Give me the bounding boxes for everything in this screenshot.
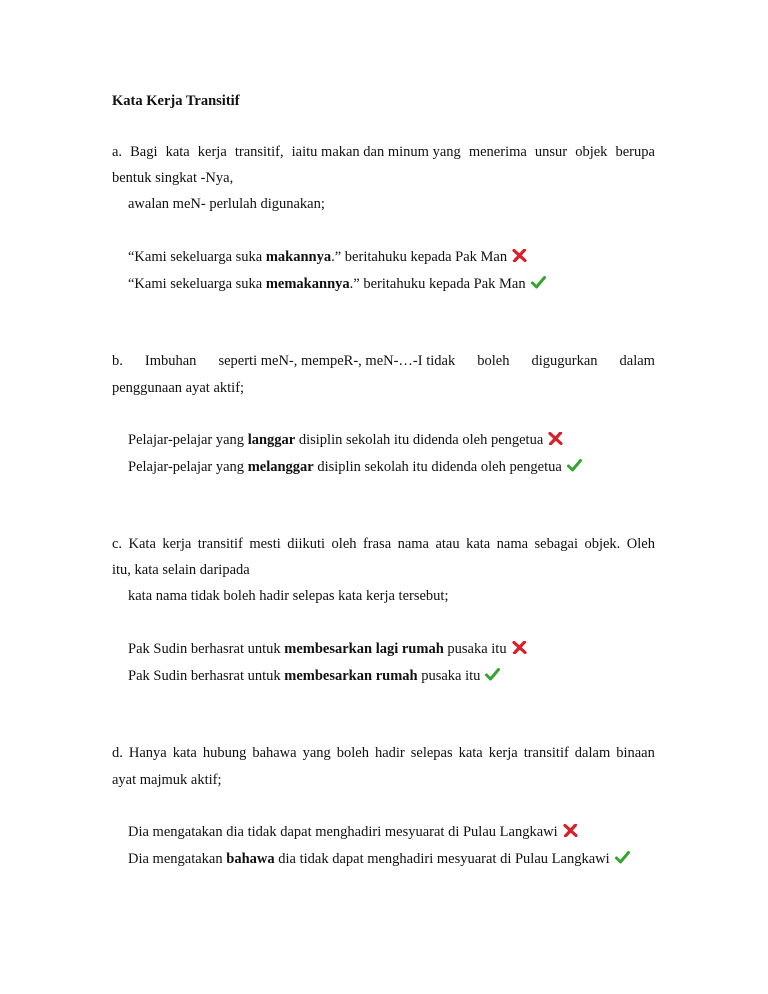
emphasized-word: membesarkan lagi rumah bbox=[284, 641, 444, 657]
check-icon bbox=[531, 276, 546, 289]
word: menerima bbox=[468, 144, 527, 160]
section-d-line-2: ayat majmuk aktif; bbox=[112, 772, 222, 788]
example-text: Pelajar-pelajar yang bbox=[128, 432, 248, 448]
word: sebagai bbox=[534, 536, 579, 552]
word: hadir bbox=[374, 745, 405, 761]
word: Hanya bbox=[128, 745, 167, 761]
check-icon bbox=[567, 459, 582, 472]
word: transitif bbox=[523, 745, 569, 761]
word: selepas bbox=[410, 745, 453, 761]
emphasized-word: langgar bbox=[247, 432, 296, 448]
section-c-line-1 bbox=[112, 537, 655, 552]
word: d. bbox=[112, 745, 123, 761]
example-text: disiplin sekolah itu didenda oleh pengetua bbox=[295, 432, 544, 448]
example-text: disiplin sekolah itu didenda oleh pengetua bbox=[313, 459, 562, 475]
word: atau bbox=[435, 536, 460, 552]
example-text: .” beritahuku kepada Pak Man bbox=[331, 249, 508, 265]
section-a-line-3: awalan meN- perlulah digunakan; bbox=[128, 196, 325, 212]
emphasized-word: makannya bbox=[265, 249, 332, 265]
section-a-line-2: bentuk singkat -Nya, bbox=[112, 170, 234, 186]
word: kata bbox=[458, 745, 483, 761]
word: hubung bbox=[202, 745, 247, 761]
word: kata bbox=[172, 745, 197, 761]
section-a-example-correct bbox=[128, 276, 546, 292]
word: oleh bbox=[331, 536, 357, 552]
example-text: Pak Sudin berhasrat untuk bbox=[128, 668, 285, 684]
word: diikuti bbox=[287, 536, 326, 552]
word: Kata bbox=[128, 536, 156, 552]
word: iaitu makan dan minum yang bbox=[291, 144, 461, 160]
word: transitif, bbox=[234, 144, 284, 160]
word: yang bbox=[302, 745, 331, 761]
example-text: Pelajar-pelajar yang bbox=[128, 459, 248, 475]
cross-icon bbox=[548, 432, 563, 445]
section-b-example-wrong bbox=[128, 432, 563, 448]
word: binaan bbox=[616, 745, 655, 761]
word: transitif bbox=[197, 536, 243, 552]
word: bahawa bbox=[252, 745, 297, 761]
word: seperti meN-, mempeR-, meN-…-I tidak bbox=[218, 353, 456, 369]
section-c-example-wrong bbox=[128, 641, 527, 657]
section-c-line-2: itu, kata selain daripada bbox=[112, 562, 250, 578]
check-icon bbox=[615, 851, 630, 864]
example-text: pusaka itu bbox=[443, 641, 507, 657]
word: Oleh bbox=[626, 536, 655, 552]
word: c. bbox=[112, 536, 123, 552]
check-icon bbox=[485, 668, 500, 681]
word: frasa bbox=[362, 536, 392, 552]
word: dalam bbox=[619, 353, 655, 369]
section-b-example-correct bbox=[128, 459, 582, 475]
emphasized-word: membesarkan rumah bbox=[284, 668, 418, 684]
word: kerja bbox=[488, 745, 518, 761]
word: nama bbox=[397, 536, 429, 552]
section-b-line-2: penggunaan ayat aktif; bbox=[112, 380, 245, 396]
document-title: Kata Kerja Transitif bbox=[112, 93, 240, 109]
word: a. bbox=[112, 144, 123, 160]
emphasized-word: memakannya bbox=[265, 276, 350, 292]
word: b. bbox=[112, 353, 123, 369]
word: digugurkan bbox=[531, 353, 598, 369]
word: objek. bbox=[584, 536, 621, 552]
word: dalam bbox=[574, 745, 611, 761]
section-b-line-1 bbox=[112, 354, 655, 369]
word: kerja bbox=[162, 536, 192, 552]
section-a-example-wrong bbox=[128, 249, 527, 265]
word: nama bbox=[496, 536, 529, 552]
cross-icon bbox=[512, 249, 527, 262]
cross-icon bbox=[512, 641, 527, 654]
word: Imbuhan bbox=[144, 353, 197, 369]
example-text: “Kami sekeluarga suka bbox=[128, 276, 266, 292]
cross-icon bbox=[563, 824, 578, 837]
section-d-example-wrong bbox=[128, 824, 578, 840]
section-d-example-correct bbox=[128, 851, 630, 867]
word: mesti bbox=[249, 536, 281, 552]
word: unsur bbox=[534, 144, 568, 160]
section-d-line-1 bbox=[112, 746, 655, 761]
example-text: .” beritahuku kepada Pak Man bbox=[349, 276, 526, 292]
word: boleh bbox=[336, 745, 369, 761]
example-text: Dia mengatakan bbox=[128, 851, 227, 867]
emphasized-word: melanggar bbox=[247, 459, 314, 475]
example-text: Dia mengatakan dia tidak dapat menghadiri mesyuarat di Pulau Langkawi bbox=[128, 824, 558, 840]
word: boleh bbox=[477, 353, 510, 369]
section-c-example-correct bbox=[128, 668, 500, 684]
word: kata bbox=[466, 536, 491, 552]
example-text: Pak Sudin berhasrat untuk bbox=[128, 641, 285, 657]
word: Bagi bbox=[130, 144, 158, 160]
word: kata bbox=[165, 144, 190, 160]
emphasized-word: bahawa bbox=[226, 851, 275, 867]
word: berupa bbox=[615, 144, 655, 160]
section-c-line-3: kata nama tidak boleh hadir selepas kata kerja tersebut; bbox=[128, 588, 449, 604]
section-a-line-1 bbox=[112, 145, 655, 160]
word: objek bbox=[575, 144, 608, 160]
example-text: dia tidak dapat menghadiri mesyuarat di Pulau Langkawi bbox=[274, 851, 610, 867]
example-text: pusaka itu bbox=[417, 668, 481, 684]
word: kerja bbox=[197, 144, 227, 160]
example-text: “Kami sekeluarga suka bbox=[128, 249, 266, 265]
